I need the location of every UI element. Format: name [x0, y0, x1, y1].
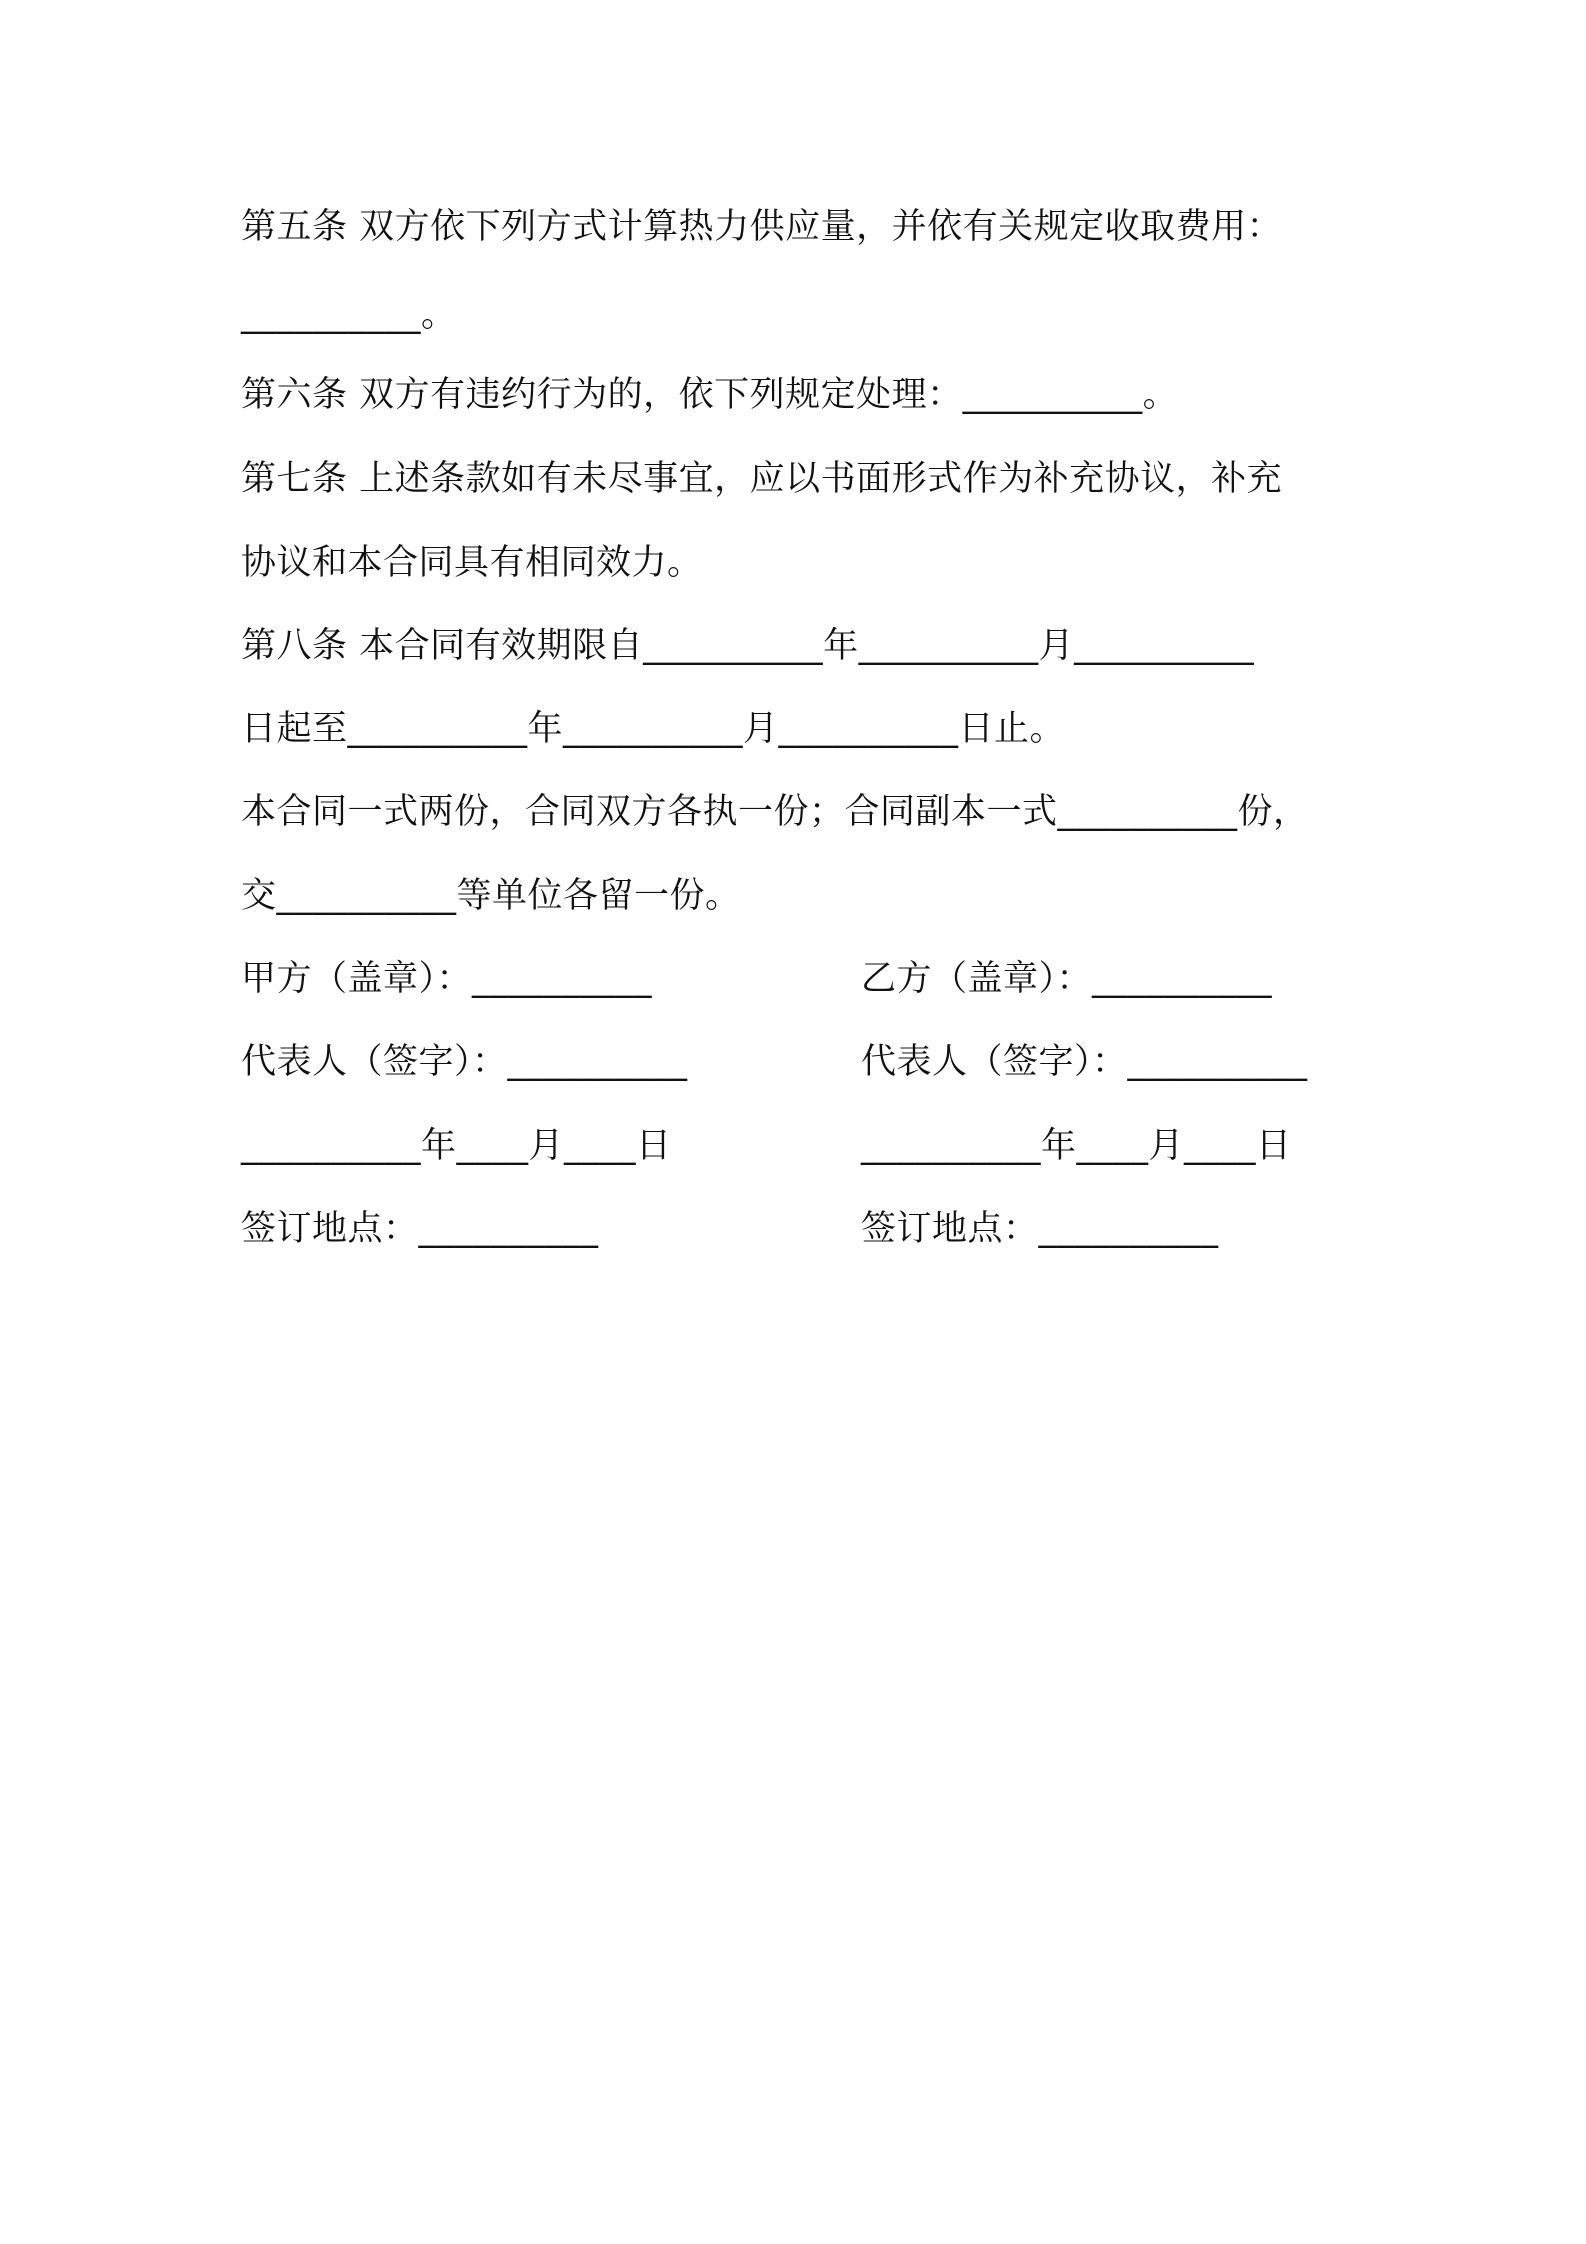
article-8-line-1: 第八条 本合同有效期限自__________年__________月__________ — [241, 626, 1255, 666]
party-a-place: 签订地点：__________ — [241, 1209, 599, 1249]
party-b-place: 签订地点：__________ — [861, 1209, 1219, 1249]
article-7-line-1: 第七条 上述条款如有未尽事宜，应以书面形式作为补充协议，补充 — [241, 459, 1283, 499]
article-5-line-2: __________。 — [241, 295, 457, 335]
copies-line-2: 交__________等单位各留一份。 — [241, 876, 741, 916]
copies-line-1: 本合同一式两份，合同双方各执一份；合同副本一式__________份， — [241, 792, 1309, 832]
party-b-seal: 乙方（盖章）：__________ — [861, 959, 1273, 999]
party-a-seal: 甲方（盖章）：__________ — [241, 959, 653, 999]
party-a-date: __________年____月____日 — [241, 1126, 672, 1166]
article-8-line-2: 日起至__________年__________月__________日止。 — [241, 709, 1066, 749]
party-a-representative: 代表人（签字）：__________ — [241, 1042, 688, 1082]
party-b-representative: 代表人（签字）：__________ — [861, 1042, 1308, 1082]
article-5-line-1: 第五条 双方依下列方式计算热力供应量，并依有关规定收取费用： — [241, 207, 1283, 247]
article-7-line-2: 协议和本合同具有相同效力。 — [241, 543, 703, 583]
party-b-date: __________年____月____日 — [861, 1126, 1292, 1166]
article-6-line: 第六条 双方有违约行为的，依下列规定处理：__________。 — [241, 375, 1179, 415]
